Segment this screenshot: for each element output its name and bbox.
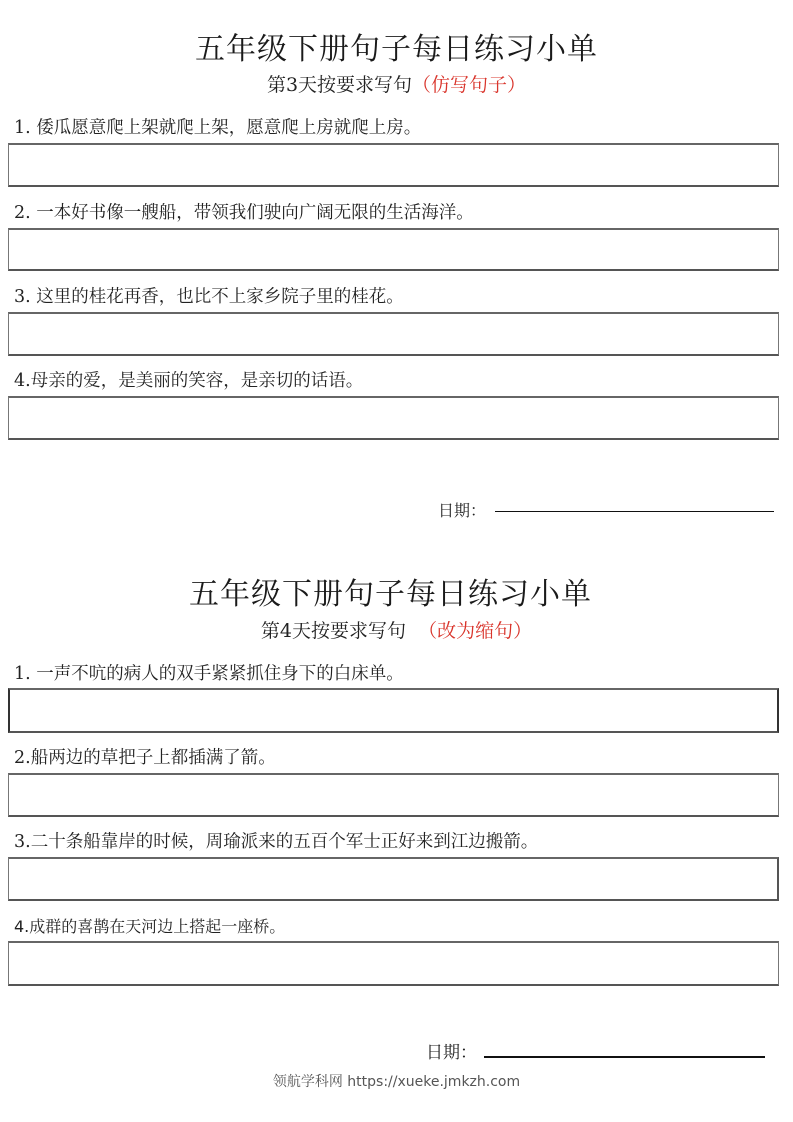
sheet1-date-field[interactable] xyxy=(495,511,774,512)
sheet2-question-3: 3.二十条船靠岸的时候，周瑜派来的五百个军士正好来到江边搬箭。 xyxy=(14,832,539,852)
sheet2-question-2: 2.船两边的草把子上都插满了箭。 xyxy=(14,748,276,768)
sheet1-question-4: 4.母亲的爱，是美丽的笑容，是亲切的话语。 xyxy=(14,371,364,391)
sheet1-question-1: 1. 倭瓜愿意爬上架就爬上架，愿意爬上房就爬上房。 xyxy=(14,118,422,138)
sheet1-title: 五年级下册句子每日练习小单 xyxy=(195,32,598,67)
sheet1-answer-box-1[interactable] xyxy=(8,143,779,187)
sheet1-date-label: 日期： xyxy=(438,501,487,520)
sheet2-title: 五年级下册句子每日练习小单 xyxy=(189,577,592,612)
sheet2-date-label: 日期： xyxy=(426,1043,477,1063)
sheet2-answer-box-1[interactable] xyxy=(8,688,779,733)
sheet1-question-2: 2. 一本好书像一艘船，带领我们驶向广阔无限的生活海洋。 xyxy=(14,203,474,223)
sheet1-answer-box-3[interactable] xyxy=(8,312,779,356)
sheet2-question-4: 4.成群的喜鹊在天河边上搭起一座桥。 xyxy=(14,917,286,936)
sheet2-answer-box-2[interactable] xyxy=(8,773,779,817)
sheet1-subtitle xyxy=(0,70,793,97)
sheet1-answer-box-4[interactable] xyxy=(8,396,779,440)
sheet2-question-1: 1. 一声不吭的病人的双手紧紧抓住身下的白床单。 xyxy=(14,664,404,684)
footer-watermark: 领航学科网 https://xueke.jmkzh.com xyxy=(272,1074,521,1090)
sheet2-answer-box-4[interactable] xyxy=(8,941,779,986)
sheet1-question-3: 3. 这里的桂花再香，也比不上家乡院子里的桂花。 xyxy=(14,287,404,307)
sheet2-answer-box-3[interactable] xyxy=(8,857,779,901)
sheet2-subtitle xyxy=(0,616,793,643)
sheet1-task: （仿写句子） xyxy=(412,74,527,96)
sheet2-day-label: 第4天按要求写句 xyxy=(260,620,406,642)
sheet1-day-label: 第3天按要求写句 xyxy=(266,74,413,96)
sheet2-date-field[interactable] xyxy=(484,1056,765,1058)
sheet1-answer-box-2[interactable] xyxy=(8,228,779,271)
sheet2-task: （改为缩句） xyxy=(418,620,533,642)
